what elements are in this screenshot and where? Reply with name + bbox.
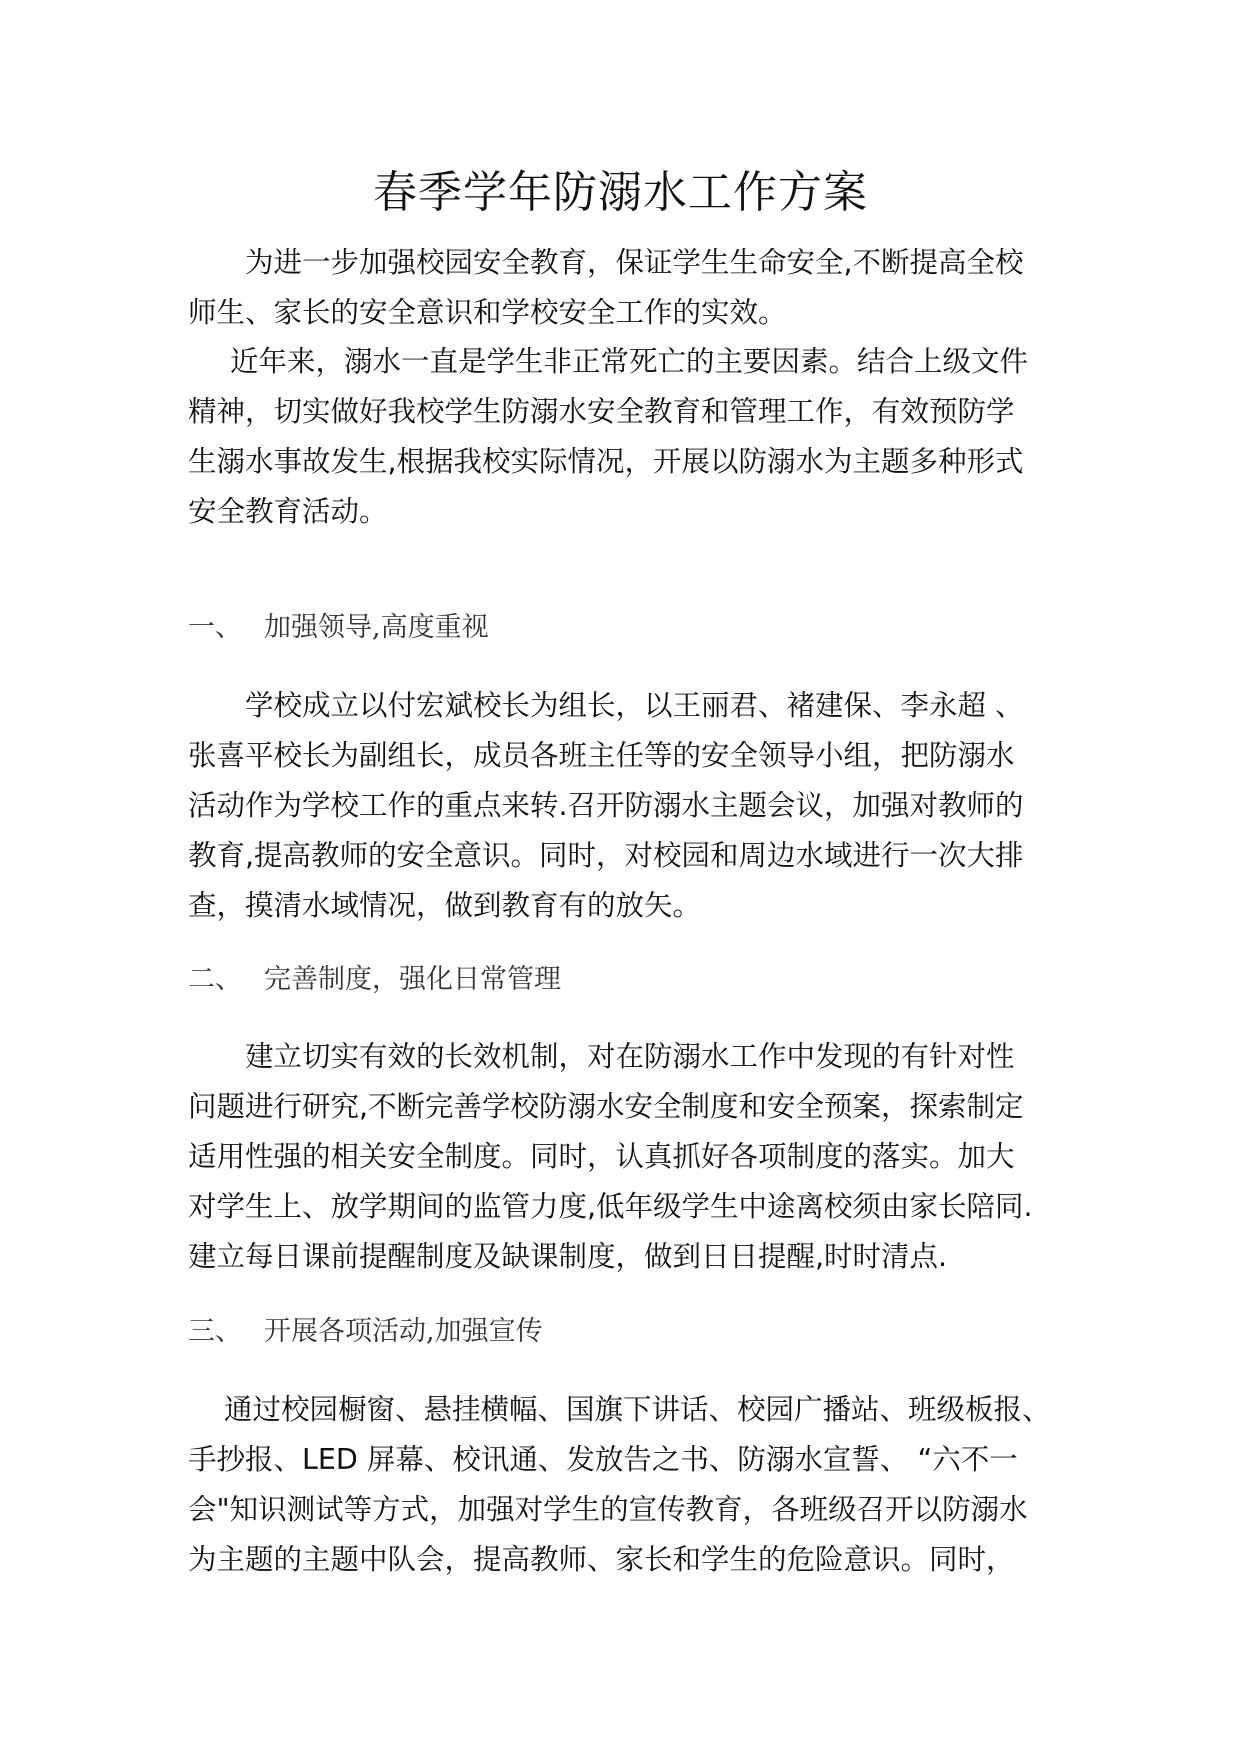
background-paragraph bbox=[188, 337, 1078, 537]
paragraph-line: 生溺水事故发生,根据我校实际情况，开展以防溺水为主题多种形式 bbox=[188, 445, 1024, 478]
section-title: 开展各项活动,加强宣传 bbox=[264, 1316, 543, 1347]
section-3-paragraph bbox=[188, 1385, 1078, 1585]
section-number: 二、 bbox=[188, 964, 242, 995]
paragraph-line: 教育,提高教师的安全意识。同时，对校园和周边水域进行一次大排 bbox=[188, 839, 1024, 872]
intro-paragraph bbox=[188, 238, 1078, 338]
paragraph-line: 建立切实有效的长效机制，对在防溺水工作中发现的有针对性 bbox=[245, 1040, 1015, 1073]
paragraph-line: 会"知识测试等方式，加强对学生的宣传教育，各班级召开以防溺水 bbox=[188, 1493, 1028, 1526]
paragraph-line: 手抄报、LED 屏幕、校讯通、发放告之书、防溺水宣誓、 “六不一 bbox=[188, 1443, 1018, 1476]
section-1-paragraph bbox=[188, 681, 1078, 931]
section-2-paragraph bbox=[188, 1032, 1078, 1282]
paragraph-line: 适用性强的相关安全制度。同时，认真抓好各项制度的落实。加大 bbox=[188, 1140, 1015, 1173]
paragraph-line: 安全教育活动。 bbox=[188, 495, 388, 528]
paragraph-line: 张喜平校长为副组长，成员各班主任等的安全领导小组，把防溺水 bbox=[188, 739, 1015, 772]
paragraph-line: 问题进行研究,不断完善学校防溺水安全制度和安全预案，探索制定 bbox=[188, 1090, 1024, 1123]
section-heading-3 bbox=[188, 1312, 1078, 1352]
section-title: 加强领导,高度重视 bbox=[264, 612, 489, 643]
paragraph-line: 为进一步加强校园安全教育，保证学生生命安全,不断提高全校 bbox=[245, 246, 1024, 279]
paragraph-line: 学校成立以付宏斌校长为组长，以王丽君、褚建保、李永超 、 bbox=[245, 689, 1024, 722]
paragraph-line: 精神，切实做好我校学生防溺水安全教育和管理工作，有效预防学 bbox=[188, 395, 1015, 428]
paragraph-line: 师生、家长的安全意识和学校安全工作的实效。 bbox=[188, 296, 787, 329]
paragraph-line: 建立每日课前提醒制度及缺课制度，做到日日提醒,时时清点. bbox=[188, 1240, 948, 1273]
section-title: 完善制度，强化日常管理 bbox=[264, 964, 561, 995]
section-heading-1 bbox=[188, 608, 1078, 648]
section-number: 三、 bbox=[188, 1316, 242, 1347]
paragraph-line: 近年来，溺水一直是学生非正常死亡的主要因素。结合上级文件 bbox=[230, 345, 1029, 378]
section-number: 一、 bbox=[188, 612, 242, 643]
paragraph-line: 对学生上、放学期间的监管力度,低年级学生中途离校须由家长陪同. bbox=[188, 1190, 1033, 1223]
paragraph-line: 活动作为学校工作的重点来转.召开防溺水主题会议，加强对教师的 bbox=[188, 789, 1024, 822]
paragraph-line: 通过校园橱窗、悬挂横幅、国旗下讲话、校园广播站、班级板报、 bbox=[224, 1393, 1051, 1426]
paragraph-line: 为主题的主题中队会，提高教师、家长和学生的危险意识。同时， bbox=[188, 1543, 1015, 1576]
page-title: 春季学年防溺水工作方案 bbox=[373, 167, 868, 218]
section-heading-2 bbox=[188, 960, 1078, 1000]
paragraph-line: 查，摸清水域情况，做到教育有的放矢。 bbox=[188, 889, 702, 922]
